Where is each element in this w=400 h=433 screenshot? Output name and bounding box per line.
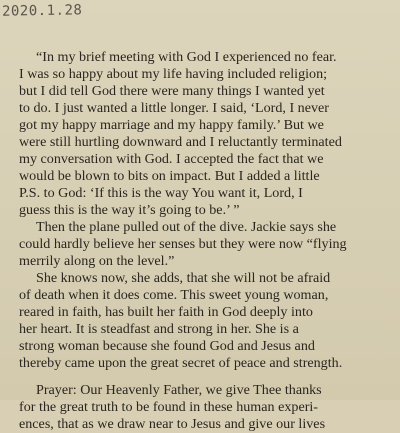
text-line: were still hurtling downward and I reluctantly terminated [19, 134, 342, 150]
text-line: She knows now, she adds, that she will not be afraid [36, 270, 331, 286]
prayer-paragraph [19, 382, 391, 433]
text-line: strong woman because she found God and Jesus and [19, 338, 315, 354]
text-line: thereby came upon the great secret of peace and strength. [19, 355, 343, 371]
text-line: P.S. to God: ‘If this is the way You want it, Lord, I [19, 185, 303, 201]
text-line: ences, that as we draw near to Jesus and give our lives [19, 416, 326, 432]
text-line: guess this is the way it’s going to be.’ ” [19, 202, 240, 218]
text-line: reared in faith, has built her faith in God deeply into [19, 304, 313, 320]
paragraph-gap [19, 372, 391, 382]
text-line: would be blown to bits on impact. But I added a little [19, 168, 320, 184]
paragraph-2 [19, 219, 391, 270]
text-line: my conversation with God. I accepted the fact that we [19, 151, 324, 167]
text-line: her heart. It is steadfast and strong in her. She is a [19, 321, 299, 337]
body-text [19, 49, 391, 433]
text-line: but I did tell God there were many things I wanted yet [19, 83, 325, 99]
text-line: I was so happy about my life having included religion; [19, 66, 328, 82]
paragraph-3 [19, 270, 391, 372]
text-line: for the great truth to be found in these human experi- [19, 399, 319, 415]
text-line: of death when it does come. This sweet young woman, [19, 287, 329, 303]
text-line: Then the plane pulled out of the dive. Jackie says she [36, 219, 337, 235]
text-line: “In my brief meeting with God I experienced no fear. [36, 49, 337, 65]
paragraph-1 [19, 49, 391, 219]
text-line: to do. I just wanted a little longer. I said, ‘Lord, I never [19, 100, 329, 116]
text-line: could hardly believe her senses but they were now “flying [19, 236, 347, 252]
text-line: got my happy marriage and my happy family.’ But we [19, 117, 324, 133]
text-line: merrily along on the level.” [19, 253, 175, 269]
handwritten-date: 2020.1.28 [1, 2, 83, 20]
text-line: Prayer: Our Heavenly Father, we give Thee thanks [36, 382, 322, 398]
